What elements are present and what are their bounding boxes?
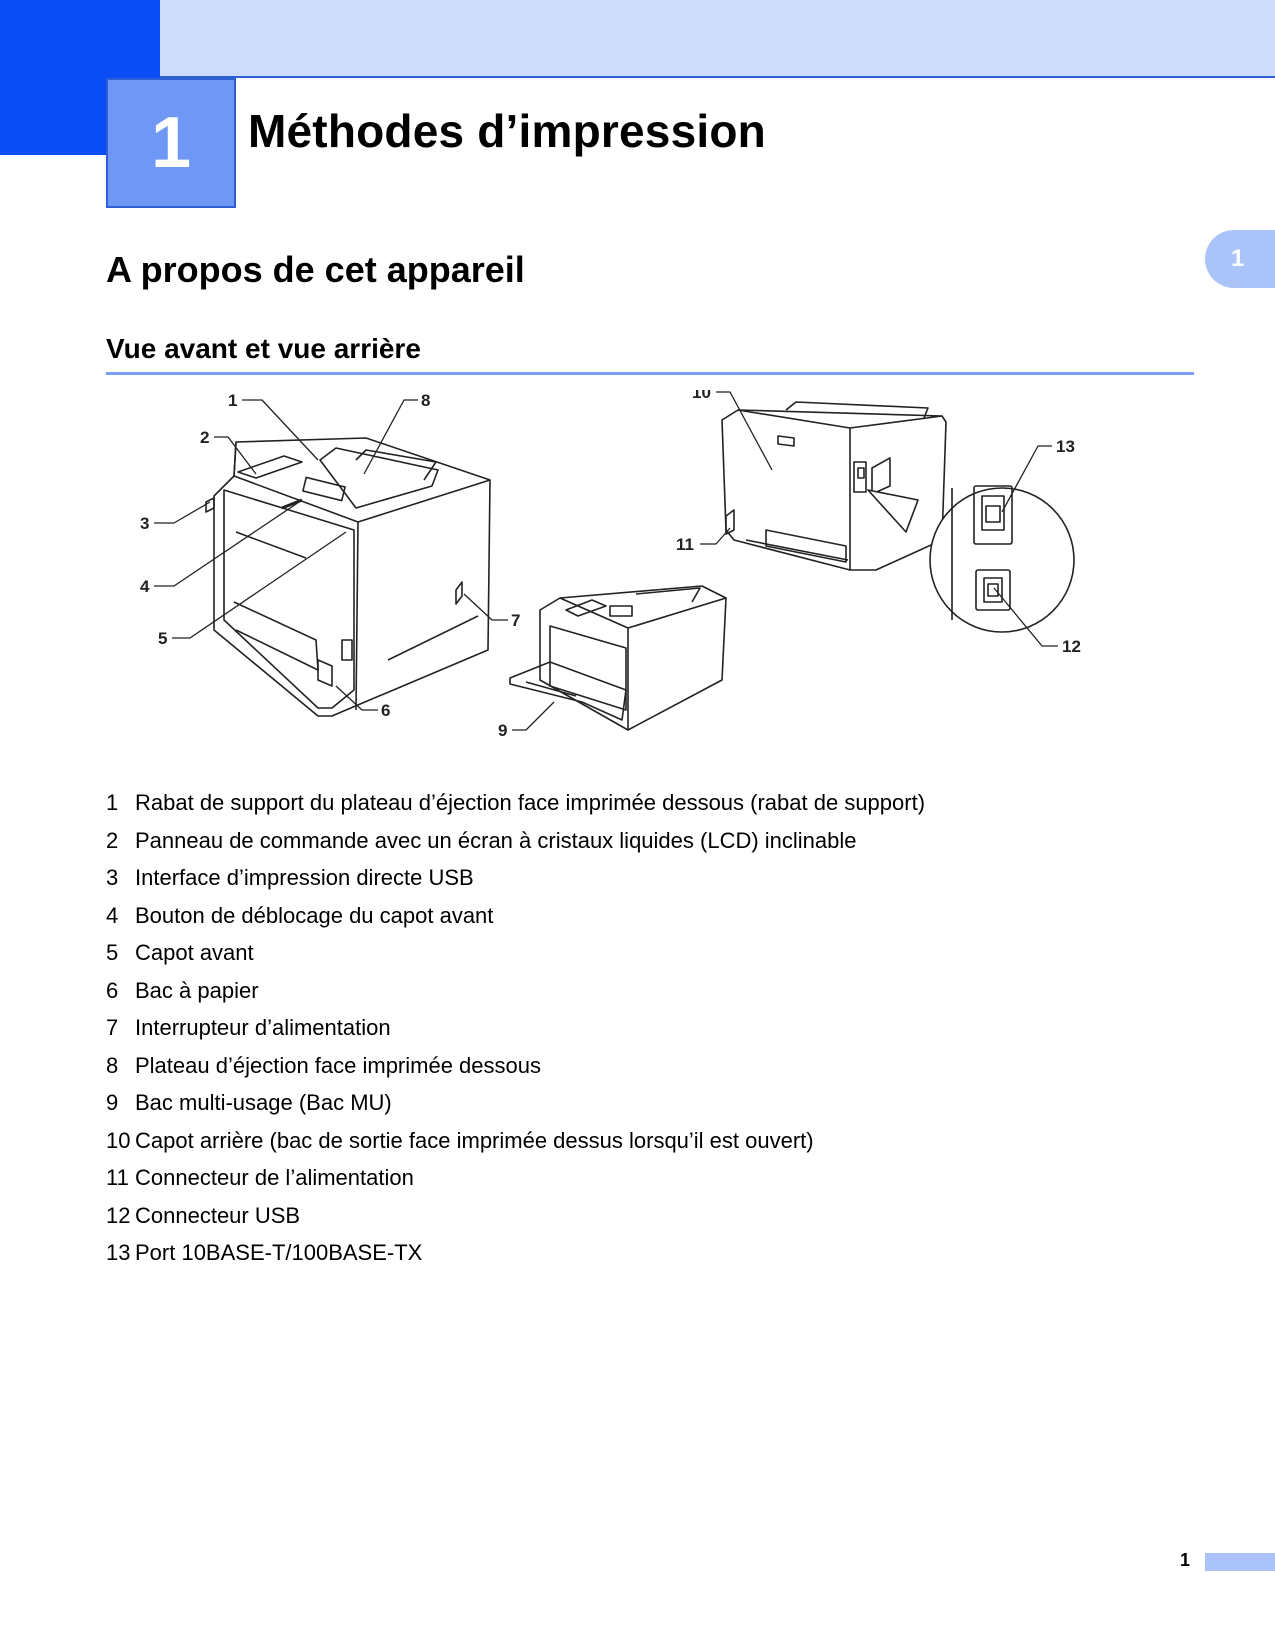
legend-number: 5: [106, 940, 119, 965]
rear-printer-drawing: [722, 402, 1074, 632]
legend-text: Rabat de support du plateau d’éjection face imprimée dessous (rabat de support): [135, 790, 926, 815]
legend-text: Plateau d’éjection face imprimée dessous: [135, 1052, 542, 1078]
legend-item: [106, 1015, 925, 1053]
callout-1: 1: [228, 391, 238, 410]
legend-text: Interrupteur d’alimentation: [135, 1015, 391, 1040]
callout-12: 12: [1062, 637, 1081, 656]
legend-number: 6: [106, 977, 119, 1003]
callout-leaders: [154, 392, 1058, 730]
printer-illustration: [106, 390, 1196, 790]
legend-number: 1: [106, 790, 119, 815]
legend-number: 11: [106, 1165, 129, 1190]
callout-8: 8: [421, 391, 431, 410]
printer-figure: [106, 390, 1196, 790]
legend-number: 4: [106, 902, 119, 928]
chapter-number: 1: [150, 103, 192, 183]
legend-item: [106, 903, 925, 941]
legend-text: Connecteur de l’alimentation: [135, 1165, 414, 1190]
legend-item: [106, 790, 925, 828]
legend-item: [106, 1128, 925, 1166]
callout-4: 4: [140, 577, 150, 596]
legend-item: [106, 1240, 925, 1278]
callout-11: 11: [676, 535, 694, 554]
legend-item: [106, 1053, 925, 1091]
subtitle-rule: [106, 372, 1194, 375]
legend-text: Bac à papier: [135, 977, 259, 1003]
callout-7: 7: [511, 611, 521, 630]
legend-text: Panneau de commande avec un écran à cristaux liquides (LCD) inclinable: [135, 827, 857, 853]
legend-item: [106, 1203, 925, 1241]
section-title: A propos de cet appareil: [106, 249, 525, 290]
legend-item: [106, 940, 925, 978]
legend-number: 2: [106, 827, 119, 853]
legend-text: Port 10BASE-T/100BASE-TX: [135, 1240, 423, 1265]
legend-item: [106, 865, 925, 903]
callout-2: 2: [200, 428, 210, 447]
callout-9: 9: [498, 721, 508, 740]
chapter-number-box: [106, 78, 236, 208]
callout-10: 10: [692, 390, 711, 402]
front-printer-drawing: [206, 438, 490, 716]
legend-list: [106, 790, 925, 1278]
legend-number: 13: [106, 1240, 131, 1265]
legend-text: Connecteur USB: [135, 1202, 301, 1228]
page-number-bar: [1205, 1553, 1275, 1571]
legend-text: Interface d’impression directe USB: [135, 865, 474, 890]
legend-item: [106, 1165, 925, 1203]
legend-number: 9: [106, 1090, 119, 1115]
section-subtitle: Vue avant et vue arrière: [106, 333, 421, 364]
legend-number: 3: [106, 865, 119, 890]
legend-item: [106, 978, 925, 1016]
legend-text: Bac multi-usage (Bac MU): [135, 1090, 392, 1115]
legend-number: 10: [106, 1127, 131, 1153]
header-band: [0, 0, 1275, 78]
callout-13: 13: [1056, 437, 1075, 456]
chapter-title: Méthodes d’impression: [248, 105, 766, 157]
legend-item: [106, 828, 925, 866]
legend-text: Capot avant: [135, 940, 254, 965]
legend-item: [106, 1090, 925, 1128]
page-number: 1: [1180, 1550, 1191, 1570]
callout-3: 3: [140, 514, 150, 533]
legend-number: 8: [106, 1052, 119, 1078]
legend-text: Bouton de déblocage du capot avant: [135, 902, 494, 928]
callout-6: 6: [381, 701, 391, 720]
callout-5: 5: [158, 629, 168, 648]
mp-tray-printer-drawing: [510, 586, 726, 730]
chapter-side-tab: 1: [1205, 230, 1275, 288]
legend-text: Capot arrière (bac de sortie face imprimée dessus lorsqu’il est ouvert): [135, 1127, 814, 1153]
legend-number: 7: [106, 1015, 119, 1040]
legend-number: 12: [106, 1202, 131, 1228]
